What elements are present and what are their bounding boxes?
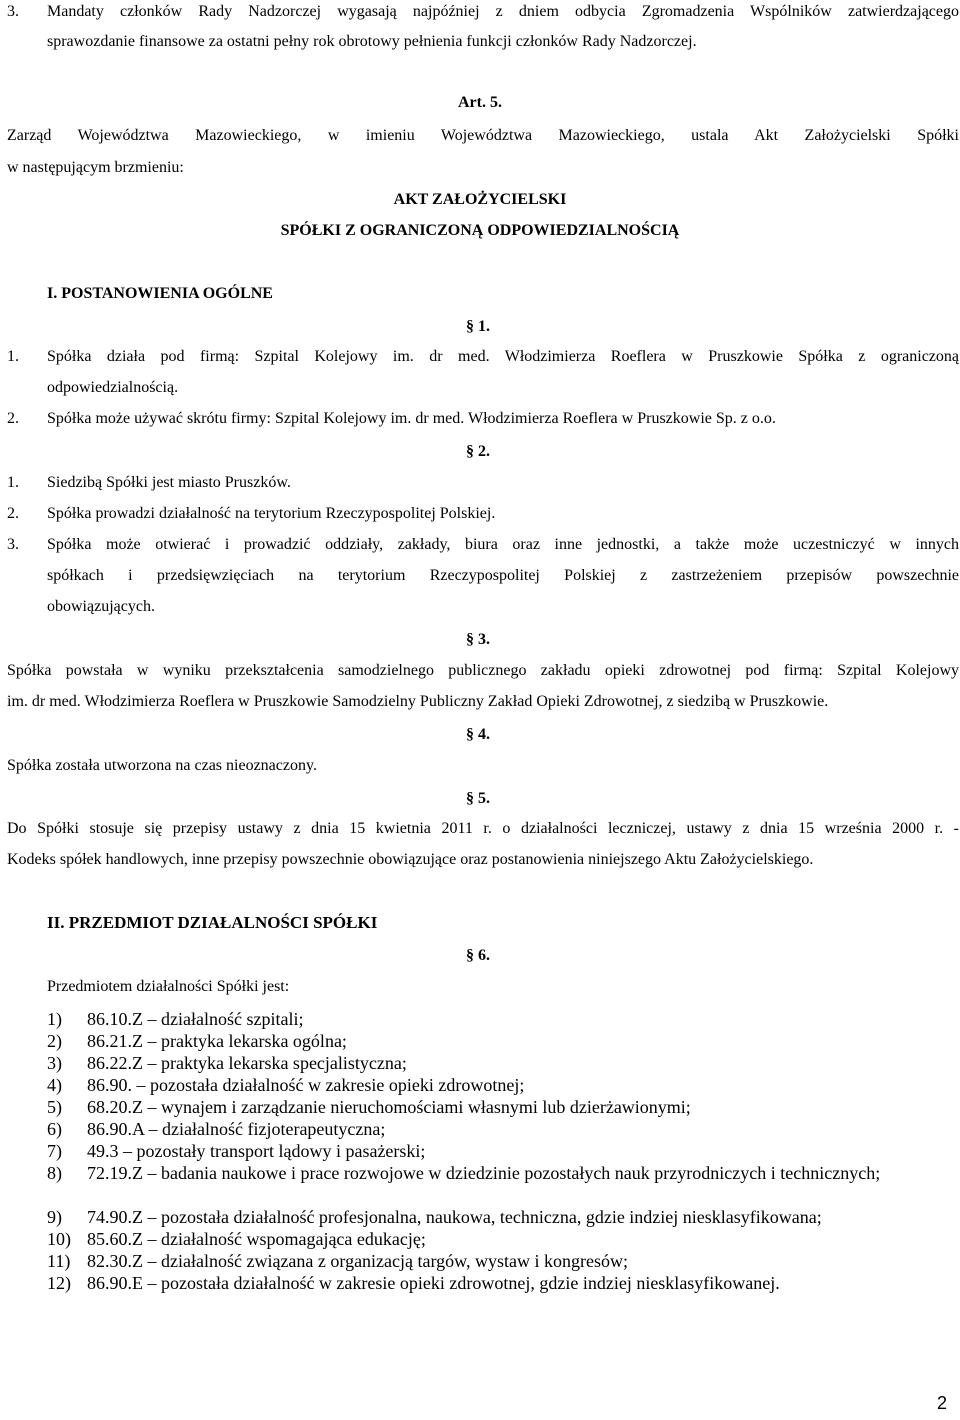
- list-item-number: 11): [47, 1251, 71, 1271]
- list-item-number: 7): [47, 1141, 62, 1161]
- paragraph-symbol: § 4.: [466, 726, 490, 743]
- item-number: 2.: [7, 410, 19, 427]
- paragraph-line: Spółka może używać skrótu firmy: Szpital Kolejowy im. dr med. Włodzimierza Roeflera w Pruszkowie Sp. z o.o.: [47, 410, 776, 427]
- paragraph-line: Spółka działa pod firmą: Szpital Kolejowy im. dr med. Włodzimierza Roeflera w Pruszkowie Spółka z ograniczoną: [47, 348, 959, 365]
- paragraph-line: w następującym brzmieniu:: [7, 159, 184, 176]
- document-subtitle: SPÓŁKI Z OGRANICZONĄ ODPOWIEDZIALNOŚCIĄ: [280, 222, 680, 239]
- list-item-number: 1): [47, 1009, 62, 1029]
- list-item-text: 86.90. – pozostała działalność w zakresie opieki zdrowotnej;: [87, 1075, 525, 1095]
- paragraph-symbol: § 1.: [466, 318, 490, 335]
- list-intro: Przedmiotem działalności Spółki jest:: [47, 978, 290, 995]
- paragraph-line: Kodeks spółek handlowych, inne przepisy powszechnie obowiązujące oraz postanowienia niniejszego Aktu Założycielskiego.: [7, 851, 814, 868]
- item-number: 1.: [7, 348, 19, 365]
- paragraph-symbol: § 5.: [466, 790, 490, 807]
- item-number: 3.: [7, 536, 19, 553]
- list-item-number: 3): [47, 1053, 62, 1073]
- paragraph-line: Mandaty członków Rady Nadzorczej wygasają najpóźniej z dniem odbycia Zgromadzenia Wspólników zatwierdzającego: [47, 3, 959, 20]
- paragraph-line: Spółka prowadzi działalność na terytorium Rzeczypospolitej Polskiej.: [47, 505, 496, 522]
- page-number: 2: [937, 1393, 948, 1413]
- document-title: AKT ZAŁOŻYCIELSKI: [393, 191, 567, 208]
- list-item-number: 9): [47, 1207, 62, 1227]
- paragraph-line: Siedzibą Spółki jest miasto Pruszków.: [47, 474, 291, 491]
- list-item-text: 74.90.Z – pozostała działalność profesjonalna, naukowa, techniczna, gdzie indziej niesklasyfikowana;: [87, 1207, 822, 1227]
- paragraph-line: sprawozdanie finansowe za ostatni pełny rok obrotowy pełnienia funkcji członków Rady Nadzorczej.: [47, 33, 697, 50]
- list-item-text: 82.30.Z – działalność związana z organizacją targów, wystaw i kongresów;: [87, 1251, 628, 1271]
- paragraph-line: Do Spółki stosuje się przepisy ustawy z dnia 15 kwietnia 2011 r. o działalności leczniczej, ustawy z dnia 15 września 2000 r. -: [7, 820, 959, 837]
- list-item-text: 86.22.Z – praktyka lekarska specjalistyczna;: [87, 1053, 407, 1073]
- list-item-number: 5): [47, 1097, 62, 1117]
- item-number: 2.: [7, 505, 19, 522]
- list-item-number: 8): [47, 1163, 62, 1183]
- list-item-number: 6): [47, 1119, 62, 1139]
- section-heading: II. PRZEDMIOT DZIAŁALNOŚCI SPÓŁKI: [47, 913, 378, 932]
- list-item-number: 4): [47, 1075, 62, 1095]
- list-item-text: 72.19.Z – badania naukowe i prace rozwojowe w dziedzinie pozostałych nauk przyrodniczych i technicznych;: [87, 1163, 881, 1183]
- paragraph-line: obowiązujących.: [47, 598, 155, 615]
- list-item-text: 49.3 – pozostały transport lądowy i pasażerski;: [87, 1141, 426, 1161]
- paragraph-symbol: § 3.: [466, 631, 490, 648]
- section-heading: I. POSTANOWIENIA OGÓLNE: [47, 285, 273, 302]
- article-heading: Art. 5.: [458, 94, 502, 111]
- item-number: 1.: [7, 474, 19, 491]
- paragraph-line: Zarząd Województwa Mazowieckiego, w imieniu Województwa Mazowieckiego, ustala Akt Założycielski Spółki: [7, 127, 959, 144]
- paragraph-line: Spółka została utworzona na czas nieoznaczony.: [7, 757, 317, 774]
- list-item-number: 10): [47, 1229, 71, 1249]
- list-item-text: 85.60.Z – działalność wspomagająca edukację;: [87, 1229, 426, 1249]
- paragraph-symbol: § 2.: [466, 443, 490, 460]
- paragraph-line: odpowiedzialnością.: [47, 379, 179, 396]
- list-item-text: 68.20.Z – wynajem i zarządzanie nieruchomościami własnymi lub dzierżawionymi;: [87, 1097, 691, 1117]
- paragraph-symbol: § 6.: [466, 947, 490, 964]
- paragraph-line: Spółka powstała w wyniku przekształcenia samodzielnego publicznego zakładu opieki zdrowotnej pod firmą: Szpital Kolejowy: [7, 662, 959, 679]
- list-item-text: 86.90.A – działalność fizjoterapeutyczna;: [87, 1119, 386, 1139]
- paragraph-line: im. dr med. Włodzimierza Roeflera w Pruszkowie Samodzielny Publiczny Zakład Opieki Zdrowotnej, z siedzibą w Pruszkowie.: [7, 693, 829, 710]
- item-number: 3.: [7, 3, 19, 20]
- list-item-number: 12): [47, 1273, 71, 1293]
- paragraph-line: spółkach i przedsięwzięciach na terytorium Rzeczypospolitej Polskiej z zastrzeżeniem przepisów powszechnie: [47, 567, 959, 584]
- list-item-text: 86.90.E – pozostała działalność w zakresie opieki zdrowotnej, gdzie indziej niesklasyfikowanej.: [87, 1273, 780, 1293]
- list-item-text: 86.10.Z – działalność szpitali;: [87, 1009, 304, 1029]
- list-item-number: 2): [47, 1031, 62, 1051]
- paragraph-line: Spółka może otwierać i prowadzić oddziały, zakłady, biura oraz inne jednostki, a także może uczestniczyć w innych: [47, 536, 959, 553]
- list-item-text: 86.21.Z – praktyka lekarska ogólna;: [87, 1031, 347, 1051]
